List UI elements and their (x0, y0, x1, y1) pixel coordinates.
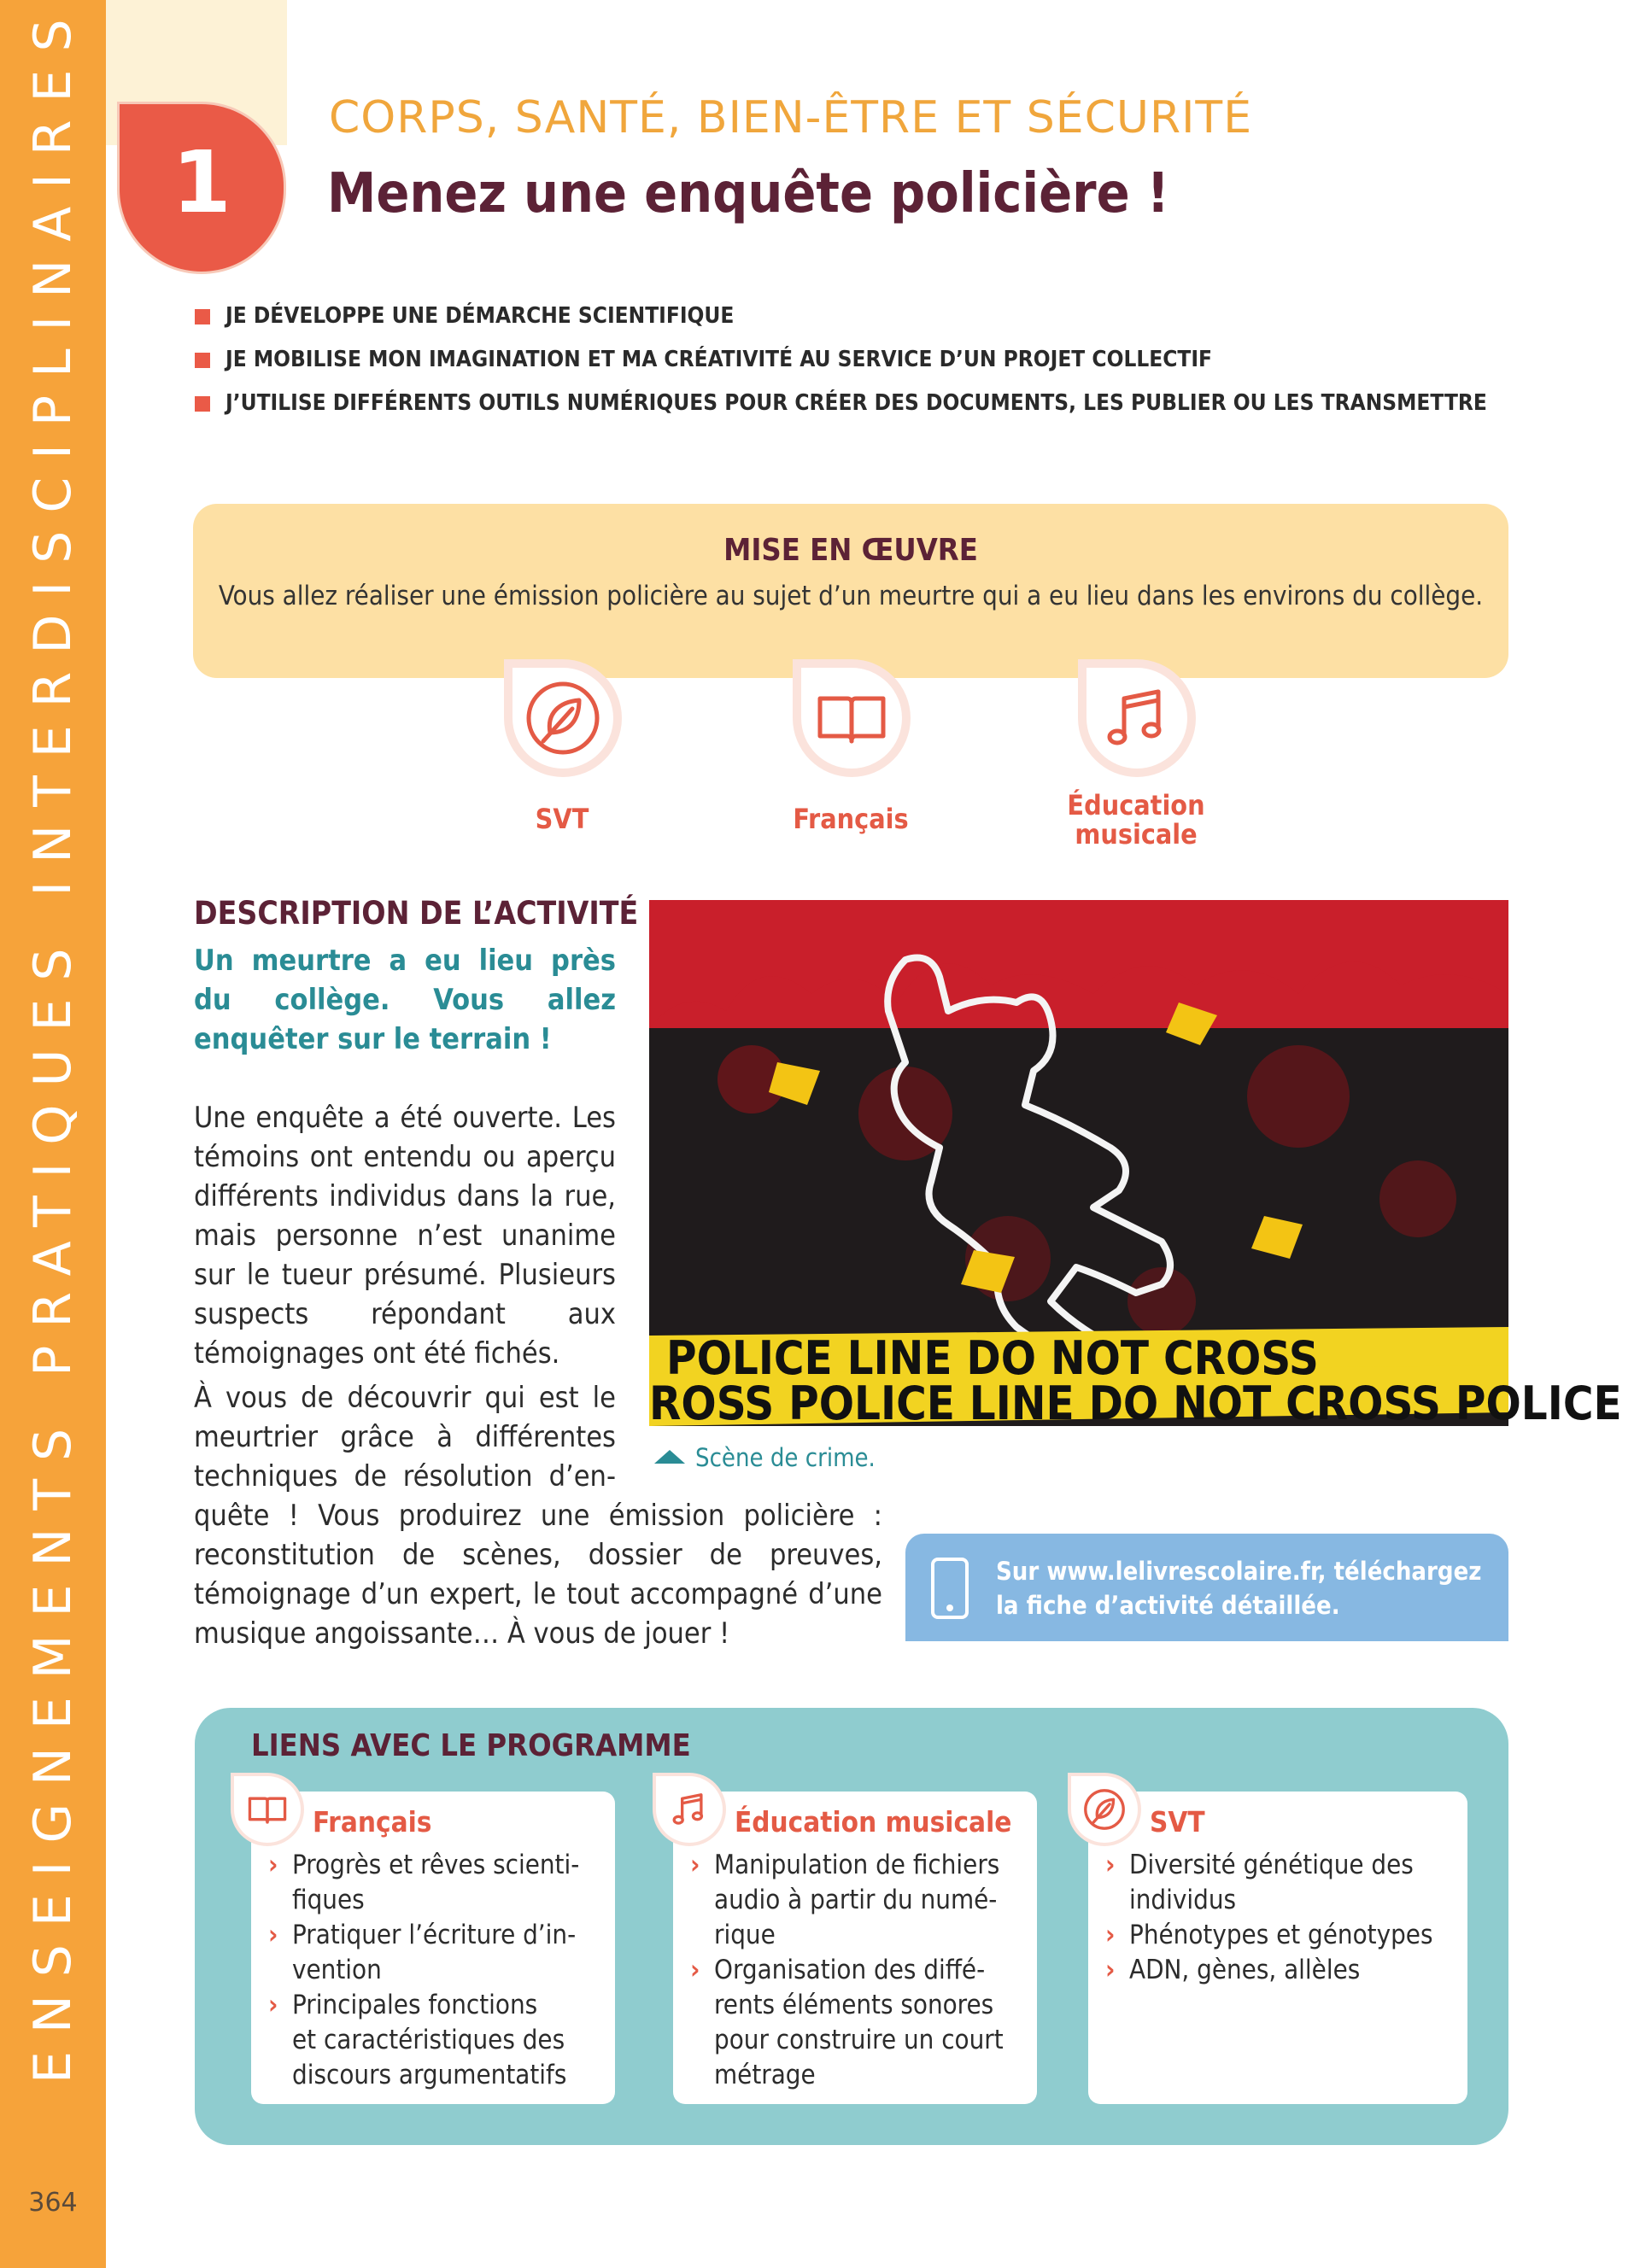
list-item: › Progrès et rêves scienti- fiques (268, 1850, 580, 1915)
card-title: Éducation musicale (735, 1805, 1012, 1838)
chapter-kicker: CORPS, SANTÉ, BIEN-ÊTRE ET SÉCURITÉ (329, 92, 1253, 143)
subject-label-svt: SVT (535, 803, 589, 835)
description-paragraph: Une enquête a été ouverte. Les témoins ont entendu ou aperçu différents individus dans la rue, mais personne n’est unanime sur le tueur présumé. Plusieurs suspects répondant aux témoignages ont été fichés. (194, 1101, 616, 1371)
description-paragraph-2b: quête ! Vous produirez une émission policière : reconstitution de scènes, dossier de preuves, témoignage d’un expert, le tout accompagné d’une musique angoissante… À vous de jouer ! (194, 1499, 882, 1651)
list-item: › Phénotypes et génotypes (1105, 1918, 1433, 1953)
chevron-right-icon: › (268, 1920, 278, 1950)
chevron-right-icon: › (268, 1850, 278, 1880)
list-item: › Diversité génétique des individus (1105, 1850, 1414, 1915)
music-note-icon (1098, 680, 1175, 757)
subject-label-musique: Éducation musicale (1067, 789, 1205, 850)
page-title: Menez une enquête policière ! (327, 162, 1169, 225)
caption-triangle-icon (654, 1450, 685, 1464)
card-title: SVT (1150, 1805, 1205, 1838)
chevron-right-icon: › (1105, 1955, 1116, 1985)
mise-en-oeuvre-box (193, 504, 1508, 678)
chevron-right-icon: › (1105, 1920, 1116, 1950)
tape-text-top: POLICE LINE DO NOT CROSS (666, 1331, 1319, 1385)
description-paragraph-2a: À vous de découvrir qui est le meurtrier grâce à différentes techniques de résolution d’en- (194, 1381, 616, 1493)
skill-item: J’UTILISE DIFFÉRENTS OUTILS NUMÉRIQUES POUR CRÉER DES DOCUMENTS, LES PUBLIER OU LES TRANSMETTRE (195, 389, 1487, 432)
mini-badge (234, 1776, 301, 1843)
programme-card-francais (251, 1792, 615, 2104)
list-item: › Organisation des diffé- rents éléments sonores pour construire un court métrage (690, 1955, 1004, 2090)
subject-musique (1078, 659, 1196, 777)
book-icon (246, 1788, 289, 1831)
spine-title: ENSEIGNEMENTS PRATIQUES INTERDISCIPLINAIRES (23, 1, 83, 2084)
subject-svt (504, 659, 622, 777)
mini-badge (656, 1776, 723, 1843)
music-note-icon (668, 1788, 711, 1831)
description-lead: Un meurtre a eu lieu près du collège. Vous allez enquêter sur le terrain ! (194, 944, 616, 1056)
chevron-right-icon: › (690, 1850, 700, 1880)
programme-card-musique (673, 1792, 1037, 2104)
card-list (690, 1848, 1004, 2093)
crime-scene-illustration (649, 900, 1622, 1430)
crime-scene-image (649, 900, 1622, 1430)
skill-item: JE MOBILISE MON IMAGINATION ET MA CRÉATIVITÉ AU SERVICE D’UN PROJET COLLECTIF (195, 345, 1487, 389)
card-list (268, 1848, 579, 2093)
card-title: Français (313, 1805, 432, 1838)
image-caption: Scène de crime. (654, 1443, 876, 1472)
list-item: › ADN, gènes, allèles (1105, 1953, 1433, 1988)
bullet-square-icon (195, 309, 210, 324)
list-item: › Pratiquer l’écriture d’in- vention (268, 1920, 577, 1985)
chevron-right-icon: › (1105, 1850, 1116, 1880)
programme-card-svt (1088, 1792, 1467, 2104)
skill-item: JE DÉVELOPPE UNE DÉMARCHE SCIENTIFIQUE (195, 301, 1487, 345)
smartphone-icon (931, 1558, 969, 1619)
chapter-number: 1 (172, 132, 231, 232)
leaf-icon (524, 680, 601, 757)
leaf-icon (1083, 1788, 1126, 1831)
subject-francais (793, 659, 911, 777)
chevron-right-icon: › (690, 1955, 700, 1985)
subject-label-francais: Français (793, 803, 909, 835)
chevron-right-icon: › (268, 1990, 278, 2020)
description-title: DESCRIPTION DE L’ACTIVITÉ (194, 895, 639, 932)
list-item: › Manipulation de fichiers audio à partir du numé- rique (690, 1850, 1000, 1950)
bullet-square-icon (195, 353, 210, 368)
card-list (1105, 1848, 1433, 1988)
tape-text-bottom: ROSS POLICE LINE DO NOT CROSS POLICE (649, 1377, 1622, 1430)
programme-links-box (195, 1708, 1508, 2145)
programme-links-title: LIENS AVEC LE PROGRAMME (251, 1728, 691, 1763)
side-spine (0, 0, 106, 2268)
download-info-text: Sur www.lelivrescolaire.fr, téléchargez la fiche d’activité détaillée. (996, 1557, 1482, 1620)
skills-list (195, 301, 1487, 432)
mise-text: Vous allez réaliser une émission policière au sujet d’un meurtre qui a eu lieu dans les environs du collège. (218, 581, 1484, 611)
page-number: 364 (28, 2188, 78, 2218)
bullet-square-icon (195, 396, 210, 412)
mise-title: MISE EN ŒUVRE (723, 533, 978, 568)
book-icon (813, 680, 890, 757)
download-info-box (905, 1534, 1508, 1641)
list-item: › Principales fonctions et caractéristiques des discours argumentatifs (268, 1990, 567, 2090)
mini-badge (1071, 1776, 1138, 1843)
